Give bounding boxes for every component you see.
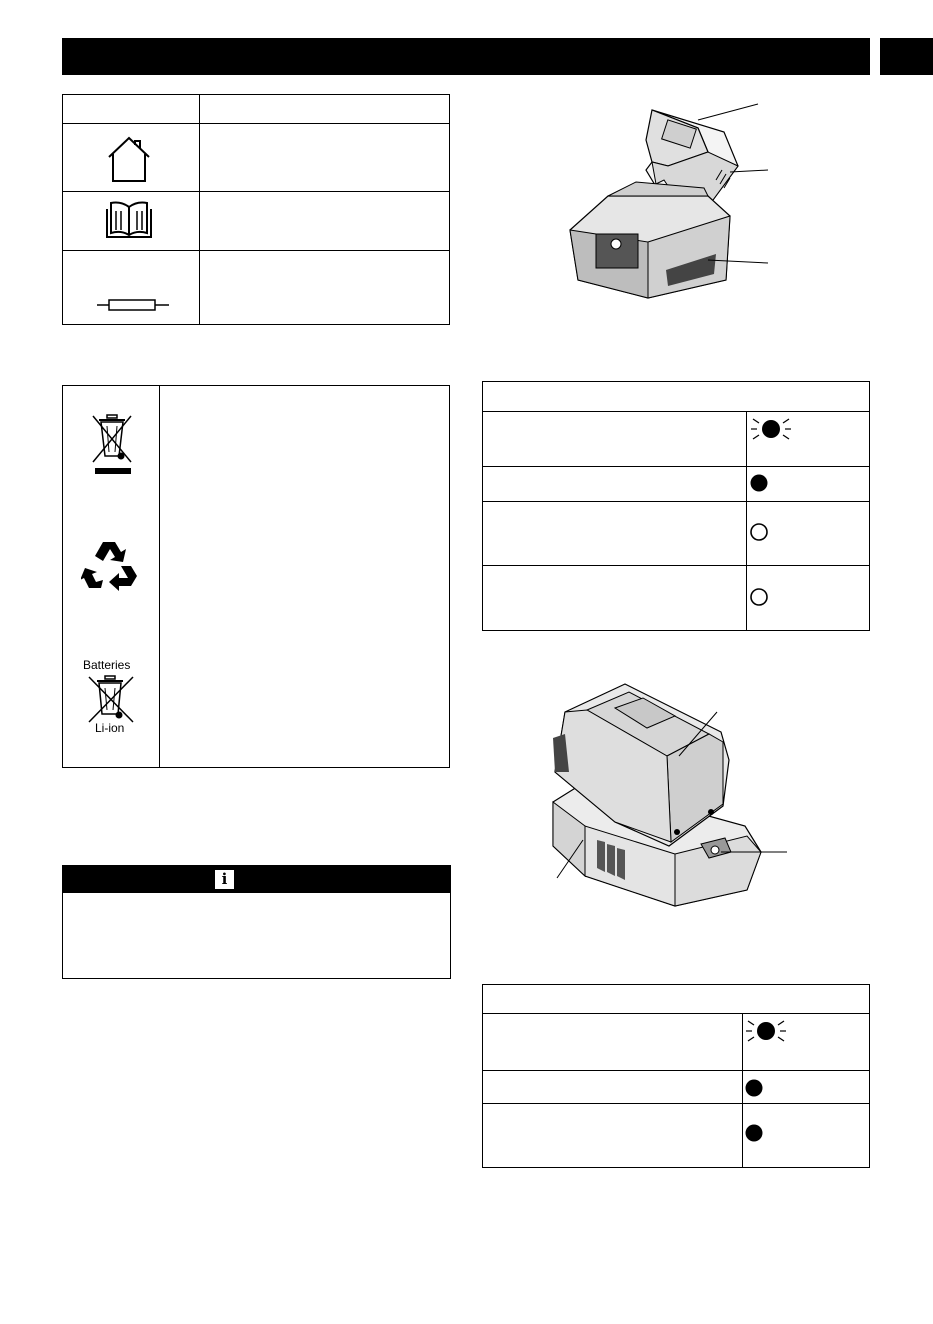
batteries-label: Batteries [83, 658, 131, 672]
battery-cover-illustration [548, 100, 770, 300]
led-on-icon [744, 1078, 764, 1098]
info-icon: i [215, 870, 234, 889]
manual-book-icon [103, 199, 155, 243]
house-icon [101, 135, 157, 183]
crossed-bin-icon [91, 412, 135, 478]
symbols-table [62, 94, 450, 325]
led-off-icon [749, 587, 769, 607]
li-ion-label: Li-ion [95, 721, 125, 735]
language-tab [880, 38, 933, 75]
recycle-icon [81, 536, 141, 594]
section-header-bar [62, 38, 870, 75]
info-box-header [63, 866, 450, 893]
disposal-symbols-table [62, 385, 450, 768]
led-blinking-icon [744, 1019, 788, 1043]
fuse-icon [97, 297, 169, 313]
info-box [62, 865, 451, 979]
led-off-icon [749, 522, 769, 542]
charger-led-table [482, 984, 870, 1168]
battery-led-table [482, 381, 870, 631]
battery-on-charger-illustration [525, 676, 793, 916]
battery-crossed-bin-icon [85, 674, 137, 724]
led-blinking-icon [749, 417, 793, 441]
led-on-icon [744, 1123, 764, 1143]
led-on-icon [749, 473, 769, 493]
